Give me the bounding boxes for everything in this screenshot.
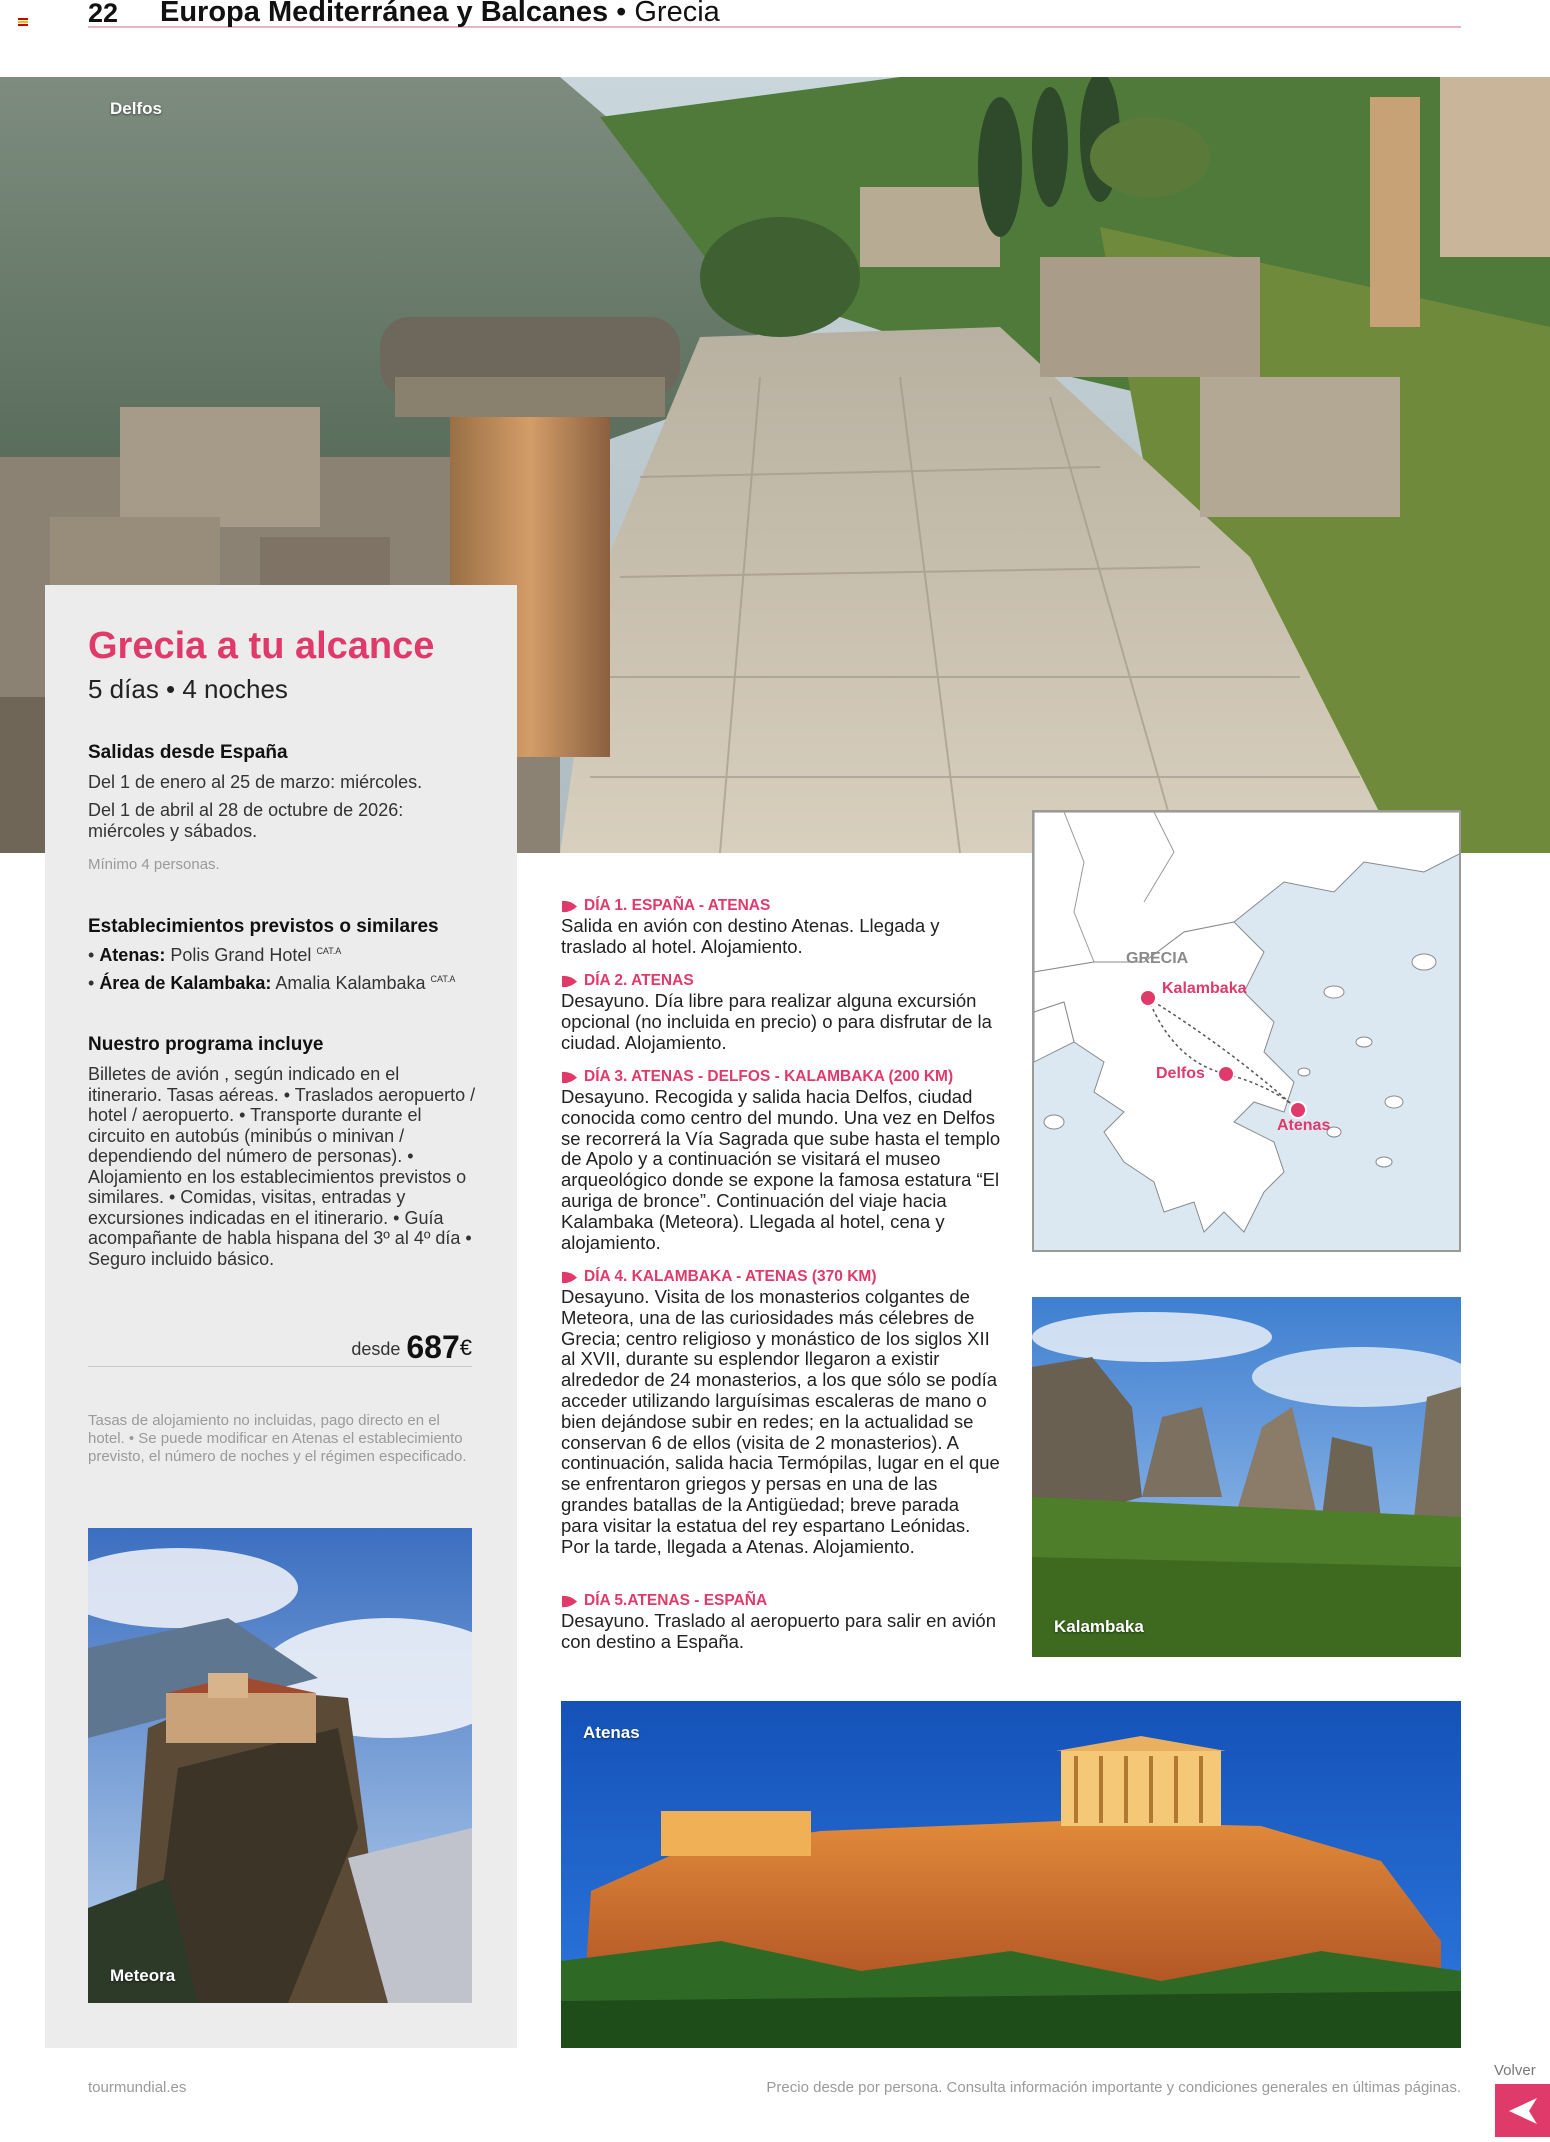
map-city-kalambaka: Kalambaka bbox=[1162, 980, 1247, 997]
day-4-title: DÍA 4. KALAMBAKA - ATENAS (370 KM) bbox=[561, 1268, 877, 1286]
back-arrow-icon bbox=[1495, 2084, 1550, 2137]
photo-label-atenas: Atenas bbox=[583, 1723, 640, 1742]
photo-label-delfos: Delfos bbox=[110, 99, 162, 118]
header-separator: • bbox=[616, 0, 627, 28]
departures-line-2: Del 1 de abril al 28 de octubre de 2026: miércoles y sábados. bbox=[88, 800, 404, 841]
tour-title: Grecia a tu alcance bbox=[88, 625, 435, 667]
pink-arrow-bullet-icon bbox=[561, 900, 578, 913]
back-label[interactable]: Volver bbox=[1494, 2062, 1536, 2079]
day-4-text: Desayuno. Visita de los monasterios colgantes de Meteora, una de las curiosidades más célebres de Grecia; centro religioso y monástico de los siglos XII al XVII, durante su esplendor llegaron a existir alrededor de 24 monasterios, a los que sólo se podía acceder utilizando larguísimas escaleras de mano o bien dejándose subir en redes; en la actualidad se conservan 6 de ellos (visita de 2 monasterios). A continuación, salida hacia Termópilas, lugar en el que se enfrentaron griegos y persas en una de las grandes batallas de la Antigüedad; breve parada para visitar la estatua del rey espartano Leónidas. Por la tarde, llegada a Atenas. Alojamiento. bbox=[561, 1286, 1000, 1557]
includes-heading: Nuestro programa incluye bbox=[88, 1034, 324, 1055]
tour-duration: 5 días • 4 noches bbox=[88, 674, 288, 704]
map-city-delfos: Delfos bbox=[1156, 1065, 1205, 1082]
day-1-title: DÍA 1. ESPAÑA - ATENAS bbox=[561, 897, 770, 915]
price-prefix: desde bbox=[351, 1339, 401, 1359]
day-3-title: DÍA 3. ATENAS - DELFOS - KALAMBAKA (200 KM) bbox=[561, 1068, 953, 1086]
hotels-heading: Establecimientos previstos o similares bbox=[88, 916, 439, 937]
pink-arrow-bullet-icon bbox=[561, 1071, 578, 1084]
minimum-persons: Mínimo 4 personas. bbox=[88, 856, 220, 873]
photo-label-kalambaka: Kalambaka bbox=[1054, 1617, 1144, 1636]
departures-heading: Salidas desde España bbox=[88, 742, 288, 763]
price-amount: 687 bbox=[406, 1329, 460, 1365]
day-5-text: Desayuno. Traslado al aeropuerto para salir en avión con destino a España. bbox=[561, 1610, 997, 1652]
photo-kalambaka bbox=[1032, 1297, 1461, 1657]
pink-arrow-bullet-icon bbox=[561, 1595, 578, 1608]
route-map bbox=[1032, 810, 1461, 1252]
photo-label-meteora: Meteora bbox=[110, 1966, 176, 1985]
day-5-title: DÍA 5.ATENAS - ESPAÑA bbox=[561, 1592, 767, 1610]
departures-line-1: Del 1 de enero al 25 de marzo: miércoles. bbox=[88, 772, 423, 792]
pink-arrow-bullet-icon bbox=[561, 975, 578, 988]
page-header bbox=[88, 0, 1461, 28]
day-2-title: DÍA 2. ATENAS bbox=[561, 972, 694, 990]
price bbox=[88, 1329, 472, 1366]
footer-website[interactable]: tourmundial.es bbox=[88, 2079, 187, 2096]
day-2-text: Desayuno. Día libre para realizar alguna excursión opcional (no incluida en precio) o para disfrutar de la ciudad. Alojamiento. bbox=[561, 990, 992, 1053]
day-1-text: Salida en avión con destino Atenas. Llegada y traslado al hotel. Alojamiento. bbox=[561, 915, 940, 957]
back-button[interactable] bbox=[1495, 2084, 1550, 2137]
language-flag-icon bbox=[18, 18, 28, 26]
header-country: Grecia bbox=[634, 0, 720, 28]
page-number: 22 bbox=[88, 0, 119, 28]
map-city-atenas: Atenas bbox=[1277, 1117, 1331, 1134]
price-currency: € bbox=[459, 1335, 472, 1360]
price-divider bbox=[88, 1366, 472, 1367]
includes-text: Billetes de avión , según indicado en el itinerario. Tasas aéreas. • Traslados aeropuerto / hotel / aeropuerto. • Transporte durante el circuito en autobús (minibús o minivan / dependiendo del número de personas). • Alojamiento en los establecimientos previstos o similares. • Comidas, visitas, entradas y excursiones indicadas en el itinerario. • Guía acompañante de habla hispana del 3º al 4º día • Seguro incluido básico. bbox=[88, 1064, 476, 1269]
pink-arrow-bullet-icon bbox=[561, 1271, 578, 1284]
hotel-item: • Atenas: Polis Grand Hotel $^{CAT.A}$ bbox=[88, 945, 342, 965]
tour-notes: Tasas de alojamiento no incluidas, pago directo en el hotel. • Se puede modificar en Atenas el establecimiento previsto, el número de noches y el régimen especificado. bbox=[88, 1412, 467, 1465]
map-country-label: GRECIA bbox=[1126, 950, 1189, 967]
hotel-item: • Área de Kalambaka: Amalia Kalambaka $^{CAT.A}$ bbox=[88, 973, 456, 993]
header-section: Europa Mediterránea y Balcanes bbox=[160, 0, 609, 28]
photo-atenas bbox=[561, 1701, 1461, 2048]
day-3-text: Desayuno. Recogida y salida hacia Delfos, ciudad conocida como centro del mundo. Una vez en Delfos se recorrerá la Vía Sagrada que sube hasta el templo de Apolo y a continuación se visitará el museo arqueológico donde se expone la famosa estatura “El auriga de bronce”. Continuación del viaje hacia Kalambaka (Meteora). Llegada al hotel, cena y alojamiento. bbox=[561, 1086, 1001, 1253]
photo-meteora bbox=[88, 1528, 472, 2003]
header-title bbox=[160, 0, 720, 29]
footer-disclaimer: Precio desde por persona. Consulta información importante y condiciones generales en últimas páginas. bbox=[766, 2079, 1461, 2096]
